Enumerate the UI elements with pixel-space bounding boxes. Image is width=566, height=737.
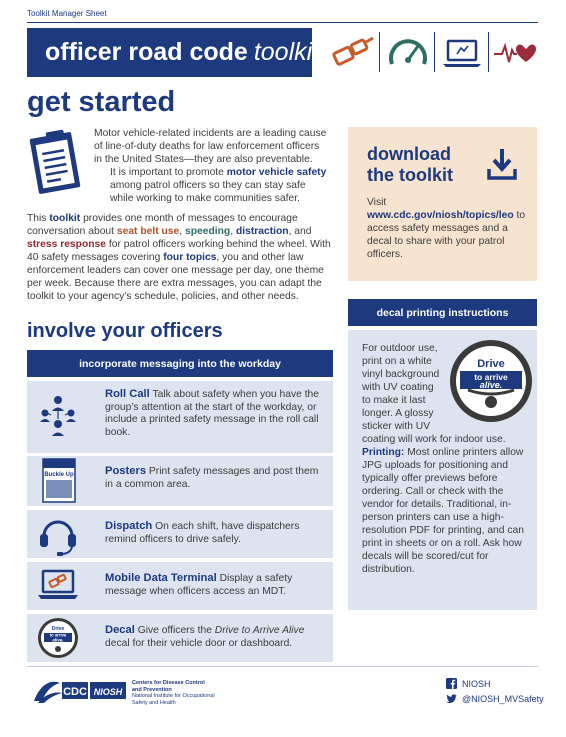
- topic-seat-belt: seat belt use: [116, 226, 180, 237]
- org-line1: Centers for Disease Control: [132, 680, 205, 686]
- toolkit-emphasis: toolkit: [49, 213, 81, 224]
- intro-text: It is important to promote: [110, 167, 227, 178]
- decal-outdoor-paragraph: [362, 342, 532, 446]
- dispatch-title: Dispatch: [105, 520, 153, 532]
- card-posters: [27, 456, 333, 506]
- separator: ,: [179, 226, 185, 237]
- toolkit-paragraph: [27, 212, 332, 303]
- intro-paragraph: [94, 127, 330, 205]
- badge-line2: to arrive: [474, 372, 508, 382]
- download-panel: [348, 127, 537, 281]
- topic-distraction: distraction: [235, 226, 289, 237]
- cdc-niosh-logo: [30, 675, 128, 707]
- facebook-handle: NIOSH: [462, 678, 491, 689]
- footer-rule: [27, 666, 538, 667]
- decal-text: [105, 624, 323, 650]
- topic-stress-response: stress response: [27, 239, 106, 250]
- org-line2: and Prevention: [132, 686, 172, 693]
- decal-instructions-text: [362, 342, 532, 576]
- roll-call-title: Roll Call: [105, 388, 150, 400]
- card-decal: [27, 614, 333, 662]
- printing-text: Most online printers allow JPG uploads for positioning and typically offer previews before ordering. Call or check with the vendor for details. Traditional, in-person printers can use a high-resolution PDF for printing, and can print in sheets or on a roll. Ask how decals will be scored/cut for distribution.: [362, 447, 524, 575]
- roll-call-text: [105, 388, 323, 439]
- separator: , and: [288, 226, 312, 237]
- decal-instructions-bar: decal printing instructions: [348, 299, 537, 326]
- intro-line-2: [94, 166, 330, 205]
- twitter-icon: [446, 693, 457, 704]
- org-line4: Safety and Health: [132, 699, 176, 706]
- posters-text: [105, 465, 323, 491]
- download-text: [367, 196, 529, 261]
- twitter-link[interactable]: [446, 693, 544, 704]
- card-mobile-data-terminal: [27, 562, 333, 610]
- body-text: for patrol officers working behind the wheel. With 40 safety messages covering: [27, 239, 331, 263]
- decal-description: decal for their vehicle door or dashboard.: [105, 637, 293, 649]
- messaging-bar: incorporate messaging into the workday: [27, 350, 333, 377]
- sheet-label: Toolkit Manager Sheet: [27, 9, 107, 18]
- heartbeat-icon: [492, 30, 538, 76]
- title-italic: toolkit: [253, 38, 320, 66]
- facebook-icon: [446, 678, 457, 689]
- poster-icon: [33, 456, 83, 506]
- decal-badge-icon: [33, 614, 83, 662]
- download-icon[interactable]: [486, 147, 518, 181]
- topic-speeding: speeding: [185, 226, 231, 237]
- org-line3: National Institute for Occupational: [132, 693, 215, 699]
- badge-line3: alive.: [479, 380, 503, 390]
- cdc-wordmark: CDC: [63, 686, 87, 698]
- mdt-laptop-icon: [33, 562, 83, 610]
- decal-printing-paragraph: [362, 446, 532, 576]
- seatbelt-icon: [330, 30, 376, 76]
- four-topics-emphasis: four topics: [163, 252, 217, 263]
- body-text: provides one month of messages to encourage conversation about: [27, 213, 298, 237]
- title-banner: [27, 28, 320, 77]
- body-text: This: [27, 213, 50, 224]
- badge-line1: Drive: [477, 358, 505, 370]
- mini-badge-line2: to arrive: [49, 632, 67, 638]
- intro-emphasis: motor vehicle safety: [226, 167, 327, 178]
- headset-icon: [33, 510, 83, 558]
- facebook-link[interactable]: [446, 678, 491, 689]
- badge-float-spacer: [444, 342, 532, 430]
- decal-name-italic: Drive to Arrive Alive: [214, 625, 305, 636]
- poster-title: Buckle Up: [44, 472, 74, 478]
- laptop-icon: [439, 30, 485, 76]
- twitter-handle: @NIOSH_MVSafety: [462, 693, 544, 704]
- org-name: [132, 680, 232, 706]
- decal-instructions-panel: [348, 330, 537, 610]
- card-dispatch: [27, 510, 333, 558]
- clipboard-icon: [28, 127, 88, 197]
- printing-label: Printing:: [362, 447, 405, 458]
- group-icon: [33, 391, 83, 441]
- decal-outdoor-text: For outdoor use, print on a white vinyl background with UV coating to make it last longer. A glossy sticker with UV coating will work for indoor use.: [362, 343, 506, 445]
- mini-badge-line1: Drive: [51, 626, 65, 632]
- roll-call-description: Talk about safety when you have the group’s attention at the start of the workday, or include a printed safety message in the roll call book.: [105, 389, 320, 438]
- posters-description: Print safety messages and post them in a common area.: [105, 466, 319, 490]
- dispatch-text: [105, 520, 323, 546]
- header-separator: [488, 32, 489, 72]
- top-rule: [27, 22, 538, 23]
- decal-description: Give officers the: [134, 625, 215, 636]
- header-separator: [434, 32, 435, 72]
- download-title-line1: download: [367, 144, 451, 164]
- mdt-text: [105, 572, 323, 598]
- card-roll-call: [27, 381, 333, 453]
- separator: ,: [230, 226, 236, 237]
- decal-title: Decal: [105, 624, 135, 636]
- section-heading-involve: involve your officers: [27, 320, 223, 342]
- section-heading-get-started: get started: [27, 86, 176, 118]
- speedometer-icon: [385, 30, 431, 76]
- intro-line-1: Motor vehicle-related incidents are a leading cause of line-of-duty deaths for law enforcement officers in the United States—they are also preventable.: [94, 128, 327, 165]
- intro-text: among patrol officers so they can stay safe while working to make communities safer.: [110, 180, 306, 204]
- niosh-wordmark: NIOSH: [93, 687, 123, 697]
- mini-badge-line3: alive.: [52, 637, 64, 643]
- download-text-a: Visit: [367, 197, 387, 208]
- title-bold: officer road code: [45, 38, 248, 66]
- download-title: [367, 144, 453, 186]
- dispatch-description: On each shift, have dispatchers remind officers to drive safely.: [105, 521, 300, 545]
- download-text-b: to access safety messages and a decal to share with your patrol officers.: [367, 210, 526, 260]
- toolkit-link[interactable]: www.cdc.gov/niosh/topics/leo: [367, 210, 514, 221]
- header-separator: [379, 32, 380, 72]
- download-title-line2: the toolkit: [367, 165, 453, 185]
- posters-title: Posters: [105, 465, 147, 477]
- body-text: , you and other law enforcement leaders can cover one message per day, one theme per week. Because there are extra messages, you can adapt the toolkit to your agency’s schedule, policies, and other needs.: [27, 252, 324, 302]
- mdt-description: Display a safety message when officers access an MDT.: [105, 573, 293, 597]
- mdt-title: Mobile Data Terminal: [105, 572, 217, 584]
